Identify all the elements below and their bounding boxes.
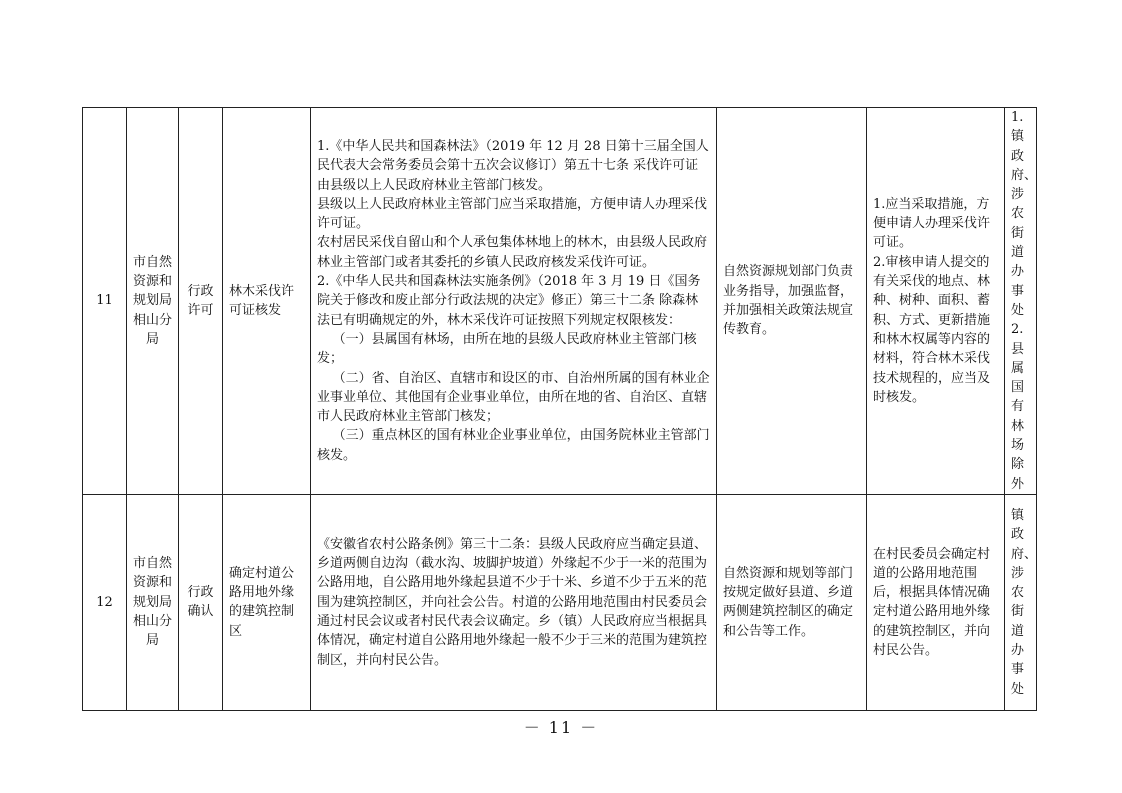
table-row [83, 494, 1037, 710]
basis-paragraph: （二）省、自治区、直辖市和设区的市、自治州所属的国有林业企业事业单位、其他国有企业事业单位，由所在地的省、自治区、直辖市人民政府林业主管部门核发； [317, 370, 710, 425]
table-row [83, 108, 1037, 495]
basis-paragraph: 《安徽省农村公路条例》第三十二条：县级人民政府应当确定县道、乡道两侧自边沟（截水沟、坡脚护坡道）外缘起不少于一米的范围为公路用地，自公路用地外缘起县道不少于十米、乡道不少于五米的范围为建筑控制区，并向社会公告。村道的公路用地范围由村民委员会通过村民会议或者村民代表会议确定。乡（镇）人民政府应当根据具体情况，确定村道自公路用地外缘起一般不少于三米的范围为建筑控制区，并向村民公告。 [317, 536, 708, 668]
note-item: 2.县属国有林场除外 [1011, 322, 1025, 492]
note-cell [1005, 494, 1037, 710]
row-number: 11 [83, 108, 127, 495]
responsibility-cell: 自然资源和规划等部门按规定做好县道、乡道两侧建筑控制区的确定和公告等工作。 [717, 494, 867, 710]
duty-item: 在村民委员会确定村道的公路用地范围后，根据具体情况确定村道公路用地外缘的建筑控制区，并向村民公告。 [873, 546, 991, 659]
power-type-cell: 行政确认 [179, 494, 223, 710]
duty-cell [867, 494, 1005, 710]
responsibility-table [82, 107, 1037, 711]
note-item: 1.镇政府、涉农街道办事处 [1011, 110, 1038, 318]
basis-paragraph: （一）县属国有林场，由所在地的县级人民政府林业主管部门核发； [317, 331, 697, 367]
basis-paragraph: 县级以上人民政府林业主管部门应当采取措施，方便申请人办理采伐许可证。 [317, 196, 708, 232]
note-cell [1005, 108, 1037, 495]
basis-paragraph: 2.《中华人民共和国森林法实施条例》（2018 年 3 月 19 日《国务院关于修改和废止部分行政法规的决定》修正）第三十二条 除森林法已有明确规定的外，林木采伐许可证按照下列规定权限核发： [317, 274, 701, 328]
note-item: 镇政府、涉农街道办事处 [1011, 507, 1038, 697]
duty-item: 2.审核申请人提交的有关采伐的地点、林种、树种、面积、蓄积、方式、更新措施和林木权属等内容的材料，符合林木采伐技术规程的，应当及时核发。 [873, 254, 991, 405]
basis-paragraph: （三）重点林区的国有林业企业事业单位，由国务院林业主管部门核发。 [317, 428, 710, 463]
power-type-cell: 行政许可 [179, 108, 223, 495]
legal-basis-cell [311, 108, 717, 495]
duty-item: 1.应当采取措施，方便申请人办理采伐许可证。 [873, 196, 991, 251]
responsibility-cell: 自然资源规划部门负责业务指导，加强监督，并加强相关政策法规宣传教育。 [717, 108, 867, 495]
basis-paragraph: 农村居民采伐自留山和个人承包集体林地上的林木，由县级人民政府林业主管部门或者其委托的乡镇人民政府核发采伐许可证。 [317, 235, 708, 270]
page-number: － 11 － [523, 718, 599, 737]
department-cell: 市自然资源和规划局相山分局 [127, 108, 179, 495]
basis-paragraph: 1.《中华人民共和国森林法》（2019 年 12 月 28 日第十三届全国人民代表大会常务委员会第十五次会议修订）第五十七条 采伐许可证由县级以上人民政府林业主管部门核发。 [317, 138, 709, 193]
row-number: 12 [83, 494, 127, 710]
duty-cell [867, 108, 1005, 495]
item-name-cell: 林木采伐许可证核发 [223, 108, 311, 495]
legal-basis-cell [311, 494, 717, 710]
department-cell: 市自然资源和规划局相山分局 [127, 494, 179, 710]
item-name-cell: 确定村道公路用地外缘的建筑控制区 [223, 494, 311, 710]
